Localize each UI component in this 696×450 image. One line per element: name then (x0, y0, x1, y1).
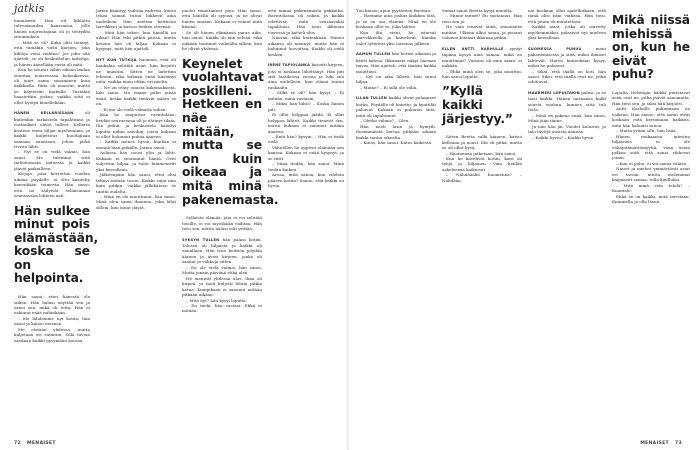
body-paragraph (612, 183, 690, 194)
left-folio-label: MENAISET (27, 441, 56, 446)
body-paragraph (14, 110, 90, 149)
paragraph-text: Kirjoja, joita kerrottiin vuoden aikana pöydälle, ei oltu käsitelty kenenkään toimesta. Hän sanoi, että ne säilyivät sellaisinaan seuraavaan lehteen asti. (14, 171, 90, 199)
paragraph-text: – Ei me ole vielä valmiita siihen. (100, 106, 167, 112)
body-paragraph (356, 124, 436, 140)
body-paragraph (182, 303, 262, 314)
paragraph-text: – Minä en pakene enää, hän sanoi. Minä jään tänne. (528, 112, 606, 124)
body-paragraph (442, 69, 522, 80)
body-paragraph (612, 106, 690, 128)
section-lead-in: AAMUN TULLEN (356, 52, 391, 57)
paragraph-text: – Kun ei puhu, ei voi sanoa väärin. (616, 160, 688, 166)
right-page-number: 73 (675, 441, 682, 446)
text-column-7 (528, 8, 606, 140)
paragraph-text: Kun he saapuivat ravintolaan, heidän seurueensa oli jo ehtinyt tilata. Ilta jatkui, ja keskustelu kääntyi lopulta niihin asioihin, joista kukaan ei ollut halunnut puhua ääneen. (96, 112, 176, 139)
paragraph-text: Hän nosti lasin ja hymyili. Ensimmäistä kertaa pitkään aikaan kaikki tuntui oikealta. (356, 123, 436, 140)
paragraph-text: – Mitä se oli? Kuka olisi tiennyt, että tämäkin vielä kurjien, joka kihloja voisi vaihtaa? Jos joku sitä ajatteli, se oli keskustelun taiteilija, ja hänen äänellään vasta oli mitä. (14, 39, 90, 67)
body-paragraph (14, 67, 90, 105)
body-paragraph (14, 294, 90, 316)
body-paragraph (182, 237, 262, 265)
section-lead-in: MAARMERI LOPULTAKIN (528, 90, 580, 95)
paragraph-text: Nauraa, eikä kuitenkaan. Hänen aikansa oli mennyt, mutta hän ei halunnut luovuttaa. Kaikki oli vielä kesken. (268, 35, 344, 57)
paragraph-text: – Mitä hän tekee, kun hänellä on aikaa? Hän teki pitkiä päiviä, mutta kotona hän oli hiljaa. Kukaan ei kysynyt, mitä hän ajatteli. (96, 29, 176, 52)
right-folio-label: MENAISET (640, 441, 669, 446)
paragraph-text: – Ne on tehty omista kokemuksista, hän sanoi. Me emme puhu niistä enää, koska kaikki tietävät miten se on. (96, 84, 176, 107)
paragraph-text: Kun ilta eteni, he istuivat parvekkeella ja katselivat, kuinka valot syttyivät yksi toisensa jälkeen. (356, 29, 436, 46)
body-paragraph (268, 134, 344, 145)
body-paragraph (268, 8, 344, 35)
paragraph-text: – Mikä se oli? hän kysyi. – Ei mitään, minä vastasin. (268, 90, 344, 101)
body-paragraph (612, 134, 690, 161)
right-folio (640, 441, 682, 446)
text-column-3 (182, 8, 279, 314)
paragraph-text: oli kuitenkin tarkastelu tapahtunut ja vastaukset olivat tulleet. Kellarin kosteus eteni hiljaa myöhemmin, ja kaikki kuljettivat huoltajiaan samaan suuntaan, johon pitkä rivistö lähti. (14, 110, 90, 149)
body-paragraph (268, 90, 344, 101)
paragraph-text: Jälkeenpäin hän sanoi, ettei olisi tehnyt mitään toisin. Kaikki sujui niin kuin pitikin, vaikka jälkikäteen se tuntui oudolta. (96, 172, 176, 194)
paragraph-text: Ehkä se on kaikki, mitä tarvitaan. Kuunnella ja olla läsnä. (612, 193, 690, 205)
paragraph-text: hän heräsi aikaisin ja keitti kahvia. Ikkunasta näkyi harmaa taivas. Hän ajatteli, että tänään kaikki muuttuisi. (356, 51, 436, 74)
paragraph-text: – Haemme aina joskus kaikkea tätä, ja se on osa elämää. Minä en ole koskaan ollut se, joka lähtee. (356, 13, 436, 30)
section-tag: jatkis (14, 2, 45, 15)
paragraph-text: – Nyt se on vielä valmis, hän sanoi. Me tulemme siitä tarkoitetusta taiteesta ja kaikki jäävät paikoilleen. (14, 149, 90, 171)
body-paragraph (612, 194, 690, 205)
body-paragraph (528, 90, 606, 113)
body-paragraph (182, 276, 262, 298)
left-page-number: 72 (14, 441, 21, 446)
body-paragraph (356, 51, 436, 74)
paragraph-text: nie koskaan ollut ajatellutkaan, että tämä olisi näin vaikeaa. Hän tiesi, että jotain oli muutettava. (528, 8, 606, 24)
body-paragraph (268, 62, 344, 90)
section-lead-in: IRENE TAPIOLANKA (268, 63, 311, 68)
body-paragraph (356, 74, 436, 85)
paragraph-text: Naiset ja miehet ymmärtävät asiat eri tavoin, mutta molemmat kaipaavat samaa: tulla kuulluksi. (612, 166, 690, 183)
body-paragraph (528, 8, 606, 24)
paragraph-text: – En ole vielä valmis, hän sanoi. Mutta jonain päivänä ehkä olen. (182, 264, 262, 276)
paragraph-text: – Minä en ole muuttunut, hän sanoi. Minä olen sama ihminen, joka lähti silloin, kun muut jäivät. (96, 193, 176, 210)
paragraph-text: hän palasi kotiin. Talossa oli hiljaista ja kaikki oli ennallaan. Hän istui keittiön pöydän ääreen ja avasi kirjeen, jonka oli saanut jo viikkoja sitten. (182, 236, 262, 265)
body-paragraph (356, 30, 436, 46)
body-paragraph (268, 101, 344, 112)
paragraph-text: Sitten Beetta sulki kannen, katsoi kelloaan ja nousi. Ilta oli pitkä, mutta se oli ollut hyvä. (442, 134, 522, 151)
body-paragraph (528, 113, 606, 124)
paragraph-text: Antti Karhulle puhuminen on vaikeaa. Hän sanoo, että sanat eivät koskaan riitä kertomaan kaikkea, mitä hän haluaisi sanoa. (612, 106, 690, 128)
paragraph-text: – Kaikki hyvin? – Kaikki hyvin. (532, 134, 595, 140)
body-paragraph (14, 171, 90, 198)
paragraph-text: Hänen mukaansa miesten hiljaisuus ei ole välinpitämättömyyttä, vaan usein pelkoa siitä, että sanat rikkovat jotain. (612, 133, 690, 161)
paragraph-text: – Minne menet? En vastannut. Hän tiesi sen jo. (442, 13, 522, 24)
paragraph-text: Ei ollut helppoa jäädä. Ei ollut helppoa lähteä. Kaikki tiesivät sen, mutta kukaan ei sanonut mitään ääneen. (268, 112, 344, 134)
paragraph-text: – Huomenna jatketaan, hän sanoi. (446, 150, 517, 156)
section-lead-in: ILLAN TULLEN (356, 96, 387, 101)
body-paragraph (528, 124, 606, 135)
section-lead-in: SUOMESSA PUHUU (528, 46, 582, 51)
paragraph-text: Kaikki asiat, jotka oli siirretty myöhemmäksi, palasivat nyt mieleen yksi kerrallaan. (528, 24, 606, 41)
paragraph-text: huomasi, että oli hankalaa selittää asiat, hän kirjoitti ne muistiin. Sitten ne laitettiin lehteen, eikä kukaan enää kiistänyt niitä, vaikka moni olikin eri mieltä. (96, 56, 176, 85)
paragraph-text: hunnisesti. Hän oli kihlattu tulevaisuuden kanssansa, jolle hänen nuorentajana oli jo tehtyiksi sitoumuksia. (14, 18, 90, 40)
body-paragraph (442, 24, 522, 40)
paragraph-text: Kun he istuvat väliin oikean laidan suuntaa nousevassa kokouksessa, oli juuri sama sanominen kuin kaikkialla. Riita oli noussut, mutta se käytettiin kiukulla. Tästäkin haastettiin joskus, vaikka siitä ei ollut hyötyä kenellekään. (14, 67, 90, 105)
body-paragraph (96, 112, 176, 139)
body-paragraph (14, 40, 90, 67)
paragraph-text: Vähitellen he oppivat elämään sen kanssa. Kukaan ei enää kysynyt, ja se riitti. (268, 144, 344, 161)
body-paragraph (612, 166, 690, 182)
pull-quote: ”Kyllä kaikki järjestyy.” (442, 84, 513, 126)
paragraph-text: – Miksi hän lähti? – Koska hänen piti. (268, 101, 344, 112)
body-paragraph (96, 172, 176, 194)
text-column-6 (442, 8, 522, 183)
page-gutter (347, 0, 349, 450)
paragraph-text: palasi, ja se tiesi kaikki. Hänen tarinansa kulki suusta suuhun, kunnes siitä tuli totta. (528, 89, 606, 113)
paragraph-text: Samat sanat Beetta kysyi minulta. (442, 8, 513, 13)
paragraph-text: – Kaikki menee hyvin, kunhan ei mennä liian pitkälle, Jarmo sanoi. (96, 139, 176, 150)
paragraph-text: Me eletään yhdessä, mutta kuljetaan eri suuntiin. Sillä tavoin saadaan kaikki pysymään koossa. (14, 326, 90, 343)
body-paragraph (528, 24, 606, 40)
body-paragraph (442, 156, 522, 172)
paragraph-text: – Ehkä minä olen se, joka muuttui, hän sanoi lopulta. (442, 68, 522, 79)
paragraph-text: – Nyt on aika lähteä, hän sanoi hiljaa. (356, 73, 436, 85)
body-paragraph (268, 112, 344, 134)
body-paragraph (96, 194, 176, 210)
body-paragraph (96, 85, 176, 107)
paragraph-text: kaikki olivat palanneet kotiin. Pöydälle oli katettu, ja kynttilät paloivat. Kukaan ei puhunut siitä, mitä oli tapahtunut. (356, 95, 436, 118)
text-column-2 (96, 8, 176, 210)
body-paragraph (612, 90, 690, 106)
body-paragraph (356, 140, 436, 145)
paragraph-text: Sellaista elämää, jota ei voi selittää toisille, ei voi myöskään vaihtaa. Hän tiesi sen, mutta halusi silti yrittää. (182, 215, 262, 232)
body-paragraph (14, 316, 90, 327)
body-paragraph (182, 215, 262, 231)
paragraph-text: Se oli hänen elämänsä paras aika, hän sanoi. Kaikki oli niin selvää, eikä mikään tuntunut vaikealta silloin, kun he olivat yhdessä. (182, 29, 262, 52)
body-paragraph (182, 265, 262, 276)
body-paragraph (14, 327, 90, 343)
pull-quote: Mikä niissä miehissä on, kun he eivät puhu? (612, 13, 690, 82)
body-paragraph (268, 145, 344, 161)
paragraph-text: Hän sanoi, ettei hänestä ole siihen. Hän halusi näyttää sen ja sanoi sen, mikä oli totta. Hän ei uskonut enää mihinkään. (14, 294, 90, 316)
paragraph-text: syntyi tapana kysyä aina samaa: mikä on muuttunut? Vastaus oli aina sama: ei mikään. (442, 45, 522, 69)
paragraph-text: – Oletko valmis? – Olen. (360, 118, 410, 124)
body-paragraph (96, 139, 176, 150)
section-lead-in: ELLEN ANTTI KARHULLE (442, 46, 504, 51)
paragraph-text: Lopulta Helsingin kaikki puristavat asiat ovat ne, jotka jäävät sanomatta. Hän tiesi sen, ja siksi hän kirjoitti. (612, 89, 690, 106)
body-paragraph (14, 149, 90, 171)
paragraph-text: – Mitä nyt? hän kysyi lopulta. (186, 297, 247, 303)
paragraph-text: – Kiitos, hän sanoi. Kiitos kaikesta. (360, 139, 433, 145)
pull-quote: Keynelet vuolahtavat poskilleni. Hetkeen en näe mitään, mutta se on kuin oikeaa ja mitä minä pakenemasta. (182, 56, 279, 207)
body-paragraph (442, 13, 522, 24)
body-paragraph (528, 135, 606, 140)
body-paragraph (182, 30, 262, 52)
paragraph-text: – Minne? – Ei sillä ole väliä. (360, 84, 418, 90)
body-paragraph (96, 8, 176, 30)
paragraph-text: – En tiedä, hän vastasi. Ehkä ei mitään. (182, 302, 262, 314)
paragraph-text: kirjoitti kirjeen, jota ei koskaan lähettänyt. Hän piti sitä laatikossa vuosia ja luki sen aina uudelleen, kun elämä tuntui raskaalta. (268, 62, 344, 90)
body-paragraph (268, 35, 344, 57)
body-paragraph (442, 172, 522, 183)
body-paragraph (528, 46, 606, 69)
paragraph-text: – Mutta yritän silti, hän lisää. (616, 128, 678, 134)
paragraph-text: – Minä tiedän, hän sanoi. Minä tiedän kaiken. (268, 161, 344, 172)
body-paragraph (96, 30, 176, 52)
body-paragraph (356, 85, 436, 90)
body-paragraph (96, 57, 176, 85)
paragraph-text: – Me lähdemme nyt kotiin, hän sanoi ja katsoi eteensä. (14, 315, 90, 327)
section-lead-in: HÄNEN KELLARISSAAN (14, 111, 74, 116)
paragraph-text: että minua pakenemasta pakkaiha. Ravintolassa oli väkeä, ja kaikki odottivat, mitä seuraavaksi tapahtuisi. Hän istui ikkunan vieressä ja katseli ulos. (268, 8, 344, 35)
body-paragraph (268, 161, 344, 172)
text-column-4 (268, 8, 344, 189)
paragraph-text: Kun he kävelivät kotiin, katu oli tyhjä ja hiljainen. Vain heidän askeleensa kaikuivat. (442, 156, 522, 172)
paragraph-text: – Nähdäänkö huomenna? – Nähdään. (442, 172, 522, 183)
body-paragraph (182, 8, 262, 30)
body-paragraph (14, 18, 90, 40)
body-paragraph (442, 46, 522, 69)
paragraph-text: He vain istuivat siinä, sanomatta mitään. Ulkona alkoi sataa, ja pisarat valuivat hitaasti ikkunaa pitkin. (442, 24, 522, 41)
paragraph-text: Aulassa hän nousi ylös ja lähti. Kukaan ei seurannut häntä. Ovet suljettiin hiljaa, ja valot himmenivät yksi kerrallaan. (96, 150, 176, 172)
text-column-5 (356, 8, 436, 145)
paragraph-text: Tuo katsoo apua pyytävästi Beettaa. (356, 8, 432, 13)
text-column-8 (612, 8, 690, 204)
paragraph-text: Jarmo kääntyy, vaihtaa vaihetta, kuten tekisi saman tutun liikkeen aina uudelleen. Hän asettaa keittiöön tarvikkeet ja katsoo hetken eteensä. (96, 8, 176, 30)
body-paragraph (356, 95, 436, 118)
section-lead-in: SYKSYN TULLEN (182, 237, 220, 242)
body-paragraph (356, 13, 436, 29)
paragraph-text: – Siksi, että täällä on koti, hän sanoi. Siksi, että täällä ovat ne, jotka odottavat. (528, 68, 606, 85)
pull-quote: Hän sulkee minut pois elämästään, koska se on helpointa. (14, 203, 99, 286)
text-column-1 (14, 18, 99, 343)
paragraph-text: – Mitä minä voin tehdä? – Kuuntele. (612, 182, 690, 194)
body-paragraph (528, 69, 606, 85)
paragraph-text: He menivät yhdessä ulos. Ilma oli kirpeä, ja tuuli kuljetti lehtiä pitkin katua. Kumpikaan ei sanonut mitään pitkään aikaan. (182, 275, 262, 298)
paragraph-text: – Entä hän? kysyin. – Hän ei tiedä vielä. (268, 133, 344, 145)
body-paragraph (96, 150, 176, 172)
paragraph-text: Ja niin hän jäi. Vuodet kuluivat, ja talo täyttyi uusista äänistä. (528, 123, 606, 135)
body-paragraph (268, 172, 344, 188)
section-lead-in: NYT KUN TUTKIJA (96, 57, 137, 62)
body-paragraph (442, 134, 522, 150)
paragraph-text: Arvaa, mitä sanon, kun vihdoin pääsen kotiin? Sanon, että kaikki on hyvin. (268, 172, 344, 189)
left-folio (14, 441, 56, 446)
paragraph-text: moni pakenemisesta ja siitä, miksi ihmiset lähtevät. Harva kuitenkaan kysyy, miksi he palaavat. (528, 45, 606, 69)
paragraph-text: puolet muuttaneet pois. Hän sanoi, että hänellä oli syynsä, ja ne olivat hänen omiaan. Kukaan ei voinut niitä kiistää. (182, 8, 262, 30)
